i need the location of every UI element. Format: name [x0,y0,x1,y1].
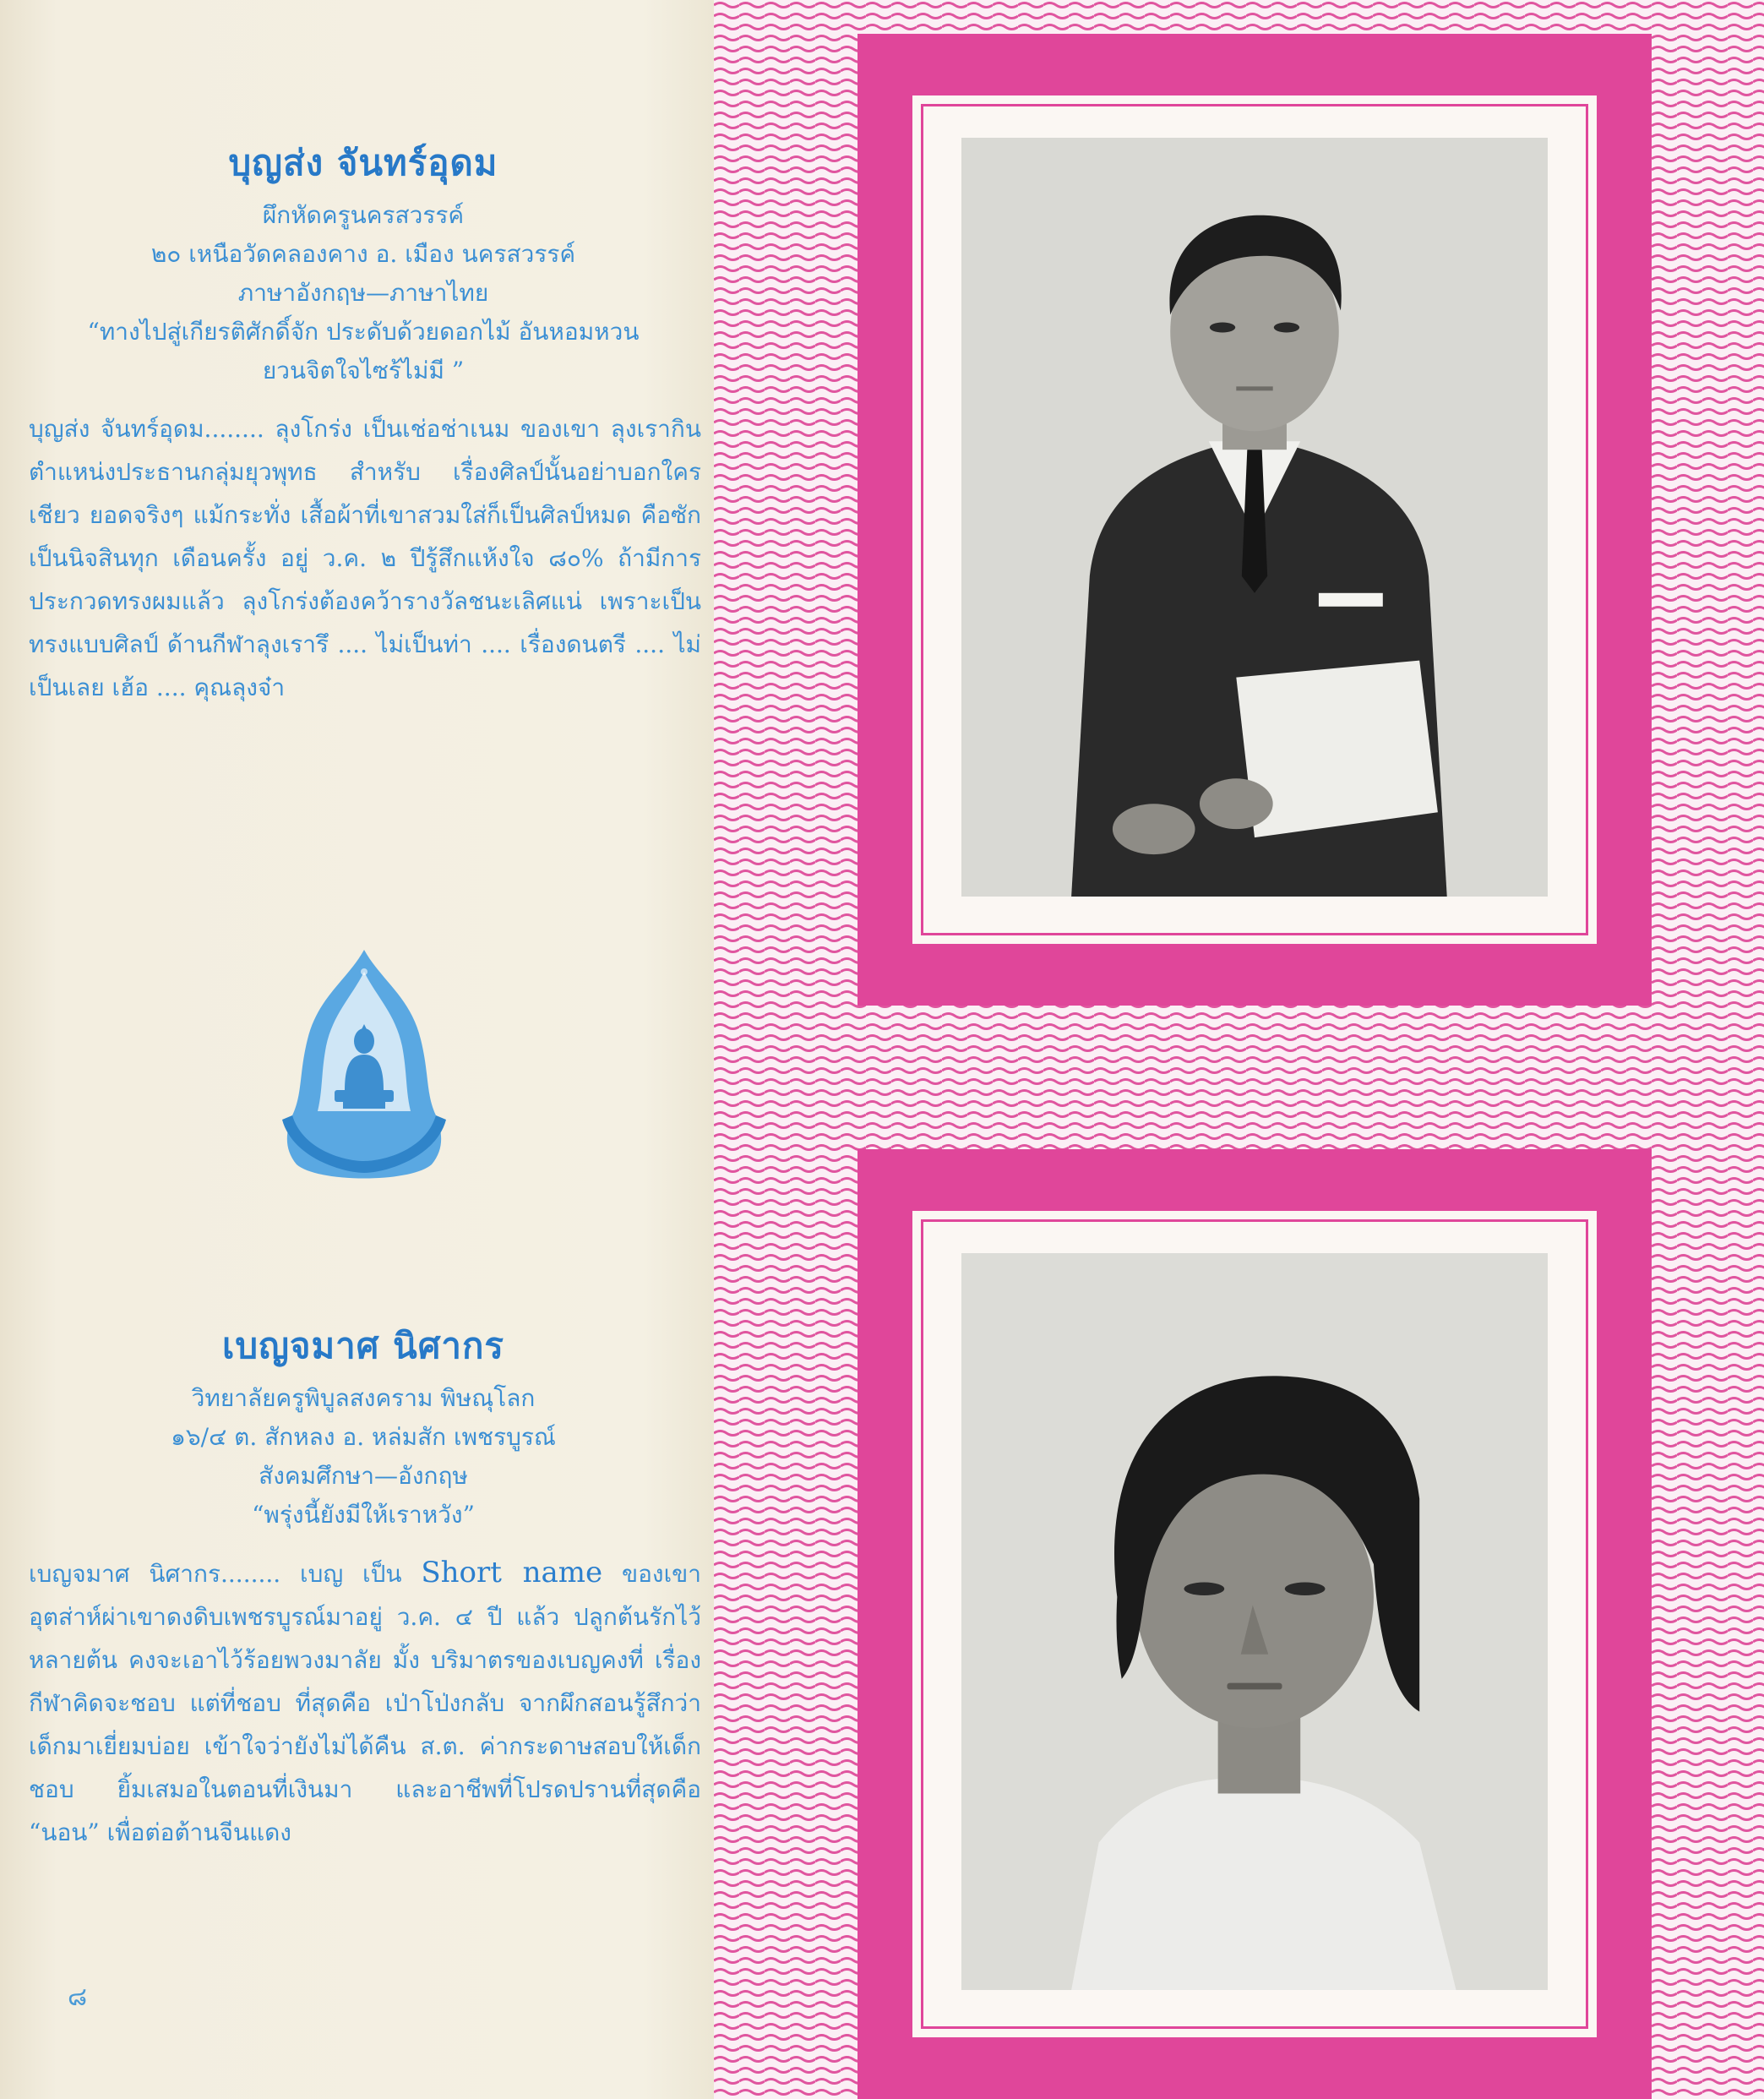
page-number: ๘ [68,1982,88,2012]
profile-motto-line-1: “ทางไปสู่เกียรติศักดิ์จัก ประดับด้วยดอกไม้ อันหอมหวน [87,318,640,346]
wave-pattern-background [714,0,1764,2099]
profile-motto-line-2: ยวนจิตใจไซร้ไม่มี ” [262,357,465,384]
portrait-photo-man [961,138,1548,897]
profile-bio: บุญส่ง จันทร์อุดม........ ลุงโกร่ง เป็นเช่อช่าเนม ของเขา ลุงเรากินตำแหน่งประธานกลุ่มยุวพุทธ สำหรับ เรื่องศิลป์นั้นอย่าบอกใครเชียว ยอดจริงๆ แม้กระทั่ง เสื้อผ้าที่เขาสวมใส่ก็เป็นศิลป์หมด คือซักเป็นนิจสินทุก เดือนครั้ง อยู่ ว.ค. ๒ ปีรู้สึกแห้งใจ ๘๐% ถ้ามีการ ประกวดทรงผมแล้ว ลุงโกร่งต้องคว้ารางวัลชนะเลิศแน่ เพราะเป็นทรงแบบศิลป์ ด้านกีฬาลุงเรารึ .... ไม่เป็นท่า .... เรื่องดนตรี .... ไม่เป็นเลย เฮ้อ .... คุณลุงจ๋า [29,415,701,701]
profile-name: บุญส่ง จันทร์อุดม [228,142,498,183]
photo-mat [910,93,1599,946]
profile-bio [17,1551,710,1854]
profile-subjects: ภาษาอังกฤษ—ภาษาไทย [237,279,489,307]
profile-name: เบญจมาศ นิศากร [222,1325,504,1366]
profile-block-2 [17,1318,710,1878]
portrait-photo-woman [961,1253,1548,1990]
photo-mat [910,1208,1599,2040]
photo-frame-2 [858,1149,1652,2099]
profile-school: วิทยาลัยครูพิบูลสงคราม พิษณุโลก [191,1384,536,1412]
profile-bio-text: ของเขา อุตส่าห์ผ่าเขาดงดิบเพชรบูรณ์มาอยู่ ว.ค. ๔ ปี แล้ว ปลูกต้นรักไว้หลายต้น คงจะเอาไว้ร้อยพวงมาลัย มั้ง บริมาตรของเบญคงที่ เรื่องกีฬาคิดจะชอบ แต่ที่ชอบ ที่สุดคือ เป่าโป่งกลับ จากผึกสอนรู้สึกว่าเด็กมาเยี่ยมบ่อย เข้าใจว่ายังไม่ได้คืน ส.ต. ค่ากระดาษสอบให้เด็ก ชอบ ยิ้มเสมอในตอนที่เงินมา และอาชีพที่โปรดปรานที่สุดคือ “นอน” เพื่อต่อต้านจีนแดง [29,1560,702,1846]
photo-frame-1 [858,34,1652,1006]
profile-block-1 [17,135,710,733]
profile-school: ผึกหัดครูนครสวรรค์ [262,201,465,229]
profile-bio-prefix: เบญจมาศ นิศากร........ เบญ เป็น [29,1560,402,1588]
profile-address: ๒๐ เหนือวัดคลองคาง อ. เมือง นครสวรรค์ [150,240,576,268]
profile-bio-latin: Short name [421,1556,603,1589]
profile-motto-line-1: “พรุ่งนี้ยังมีให้เราหวัง” [252,1501,475,1529]
text-column [0,0,714,2099]
profile-address: ๑๖/๔ ต. สักหลง อ. หล่มสัก เพชรบูรณ์ [171,1423,556,1451]
college-emblem-buddha-icon [267,946,461,1191]
profile-subjects: สังคมศึกษา—อังกฤษ [259,1462,468,1490]
